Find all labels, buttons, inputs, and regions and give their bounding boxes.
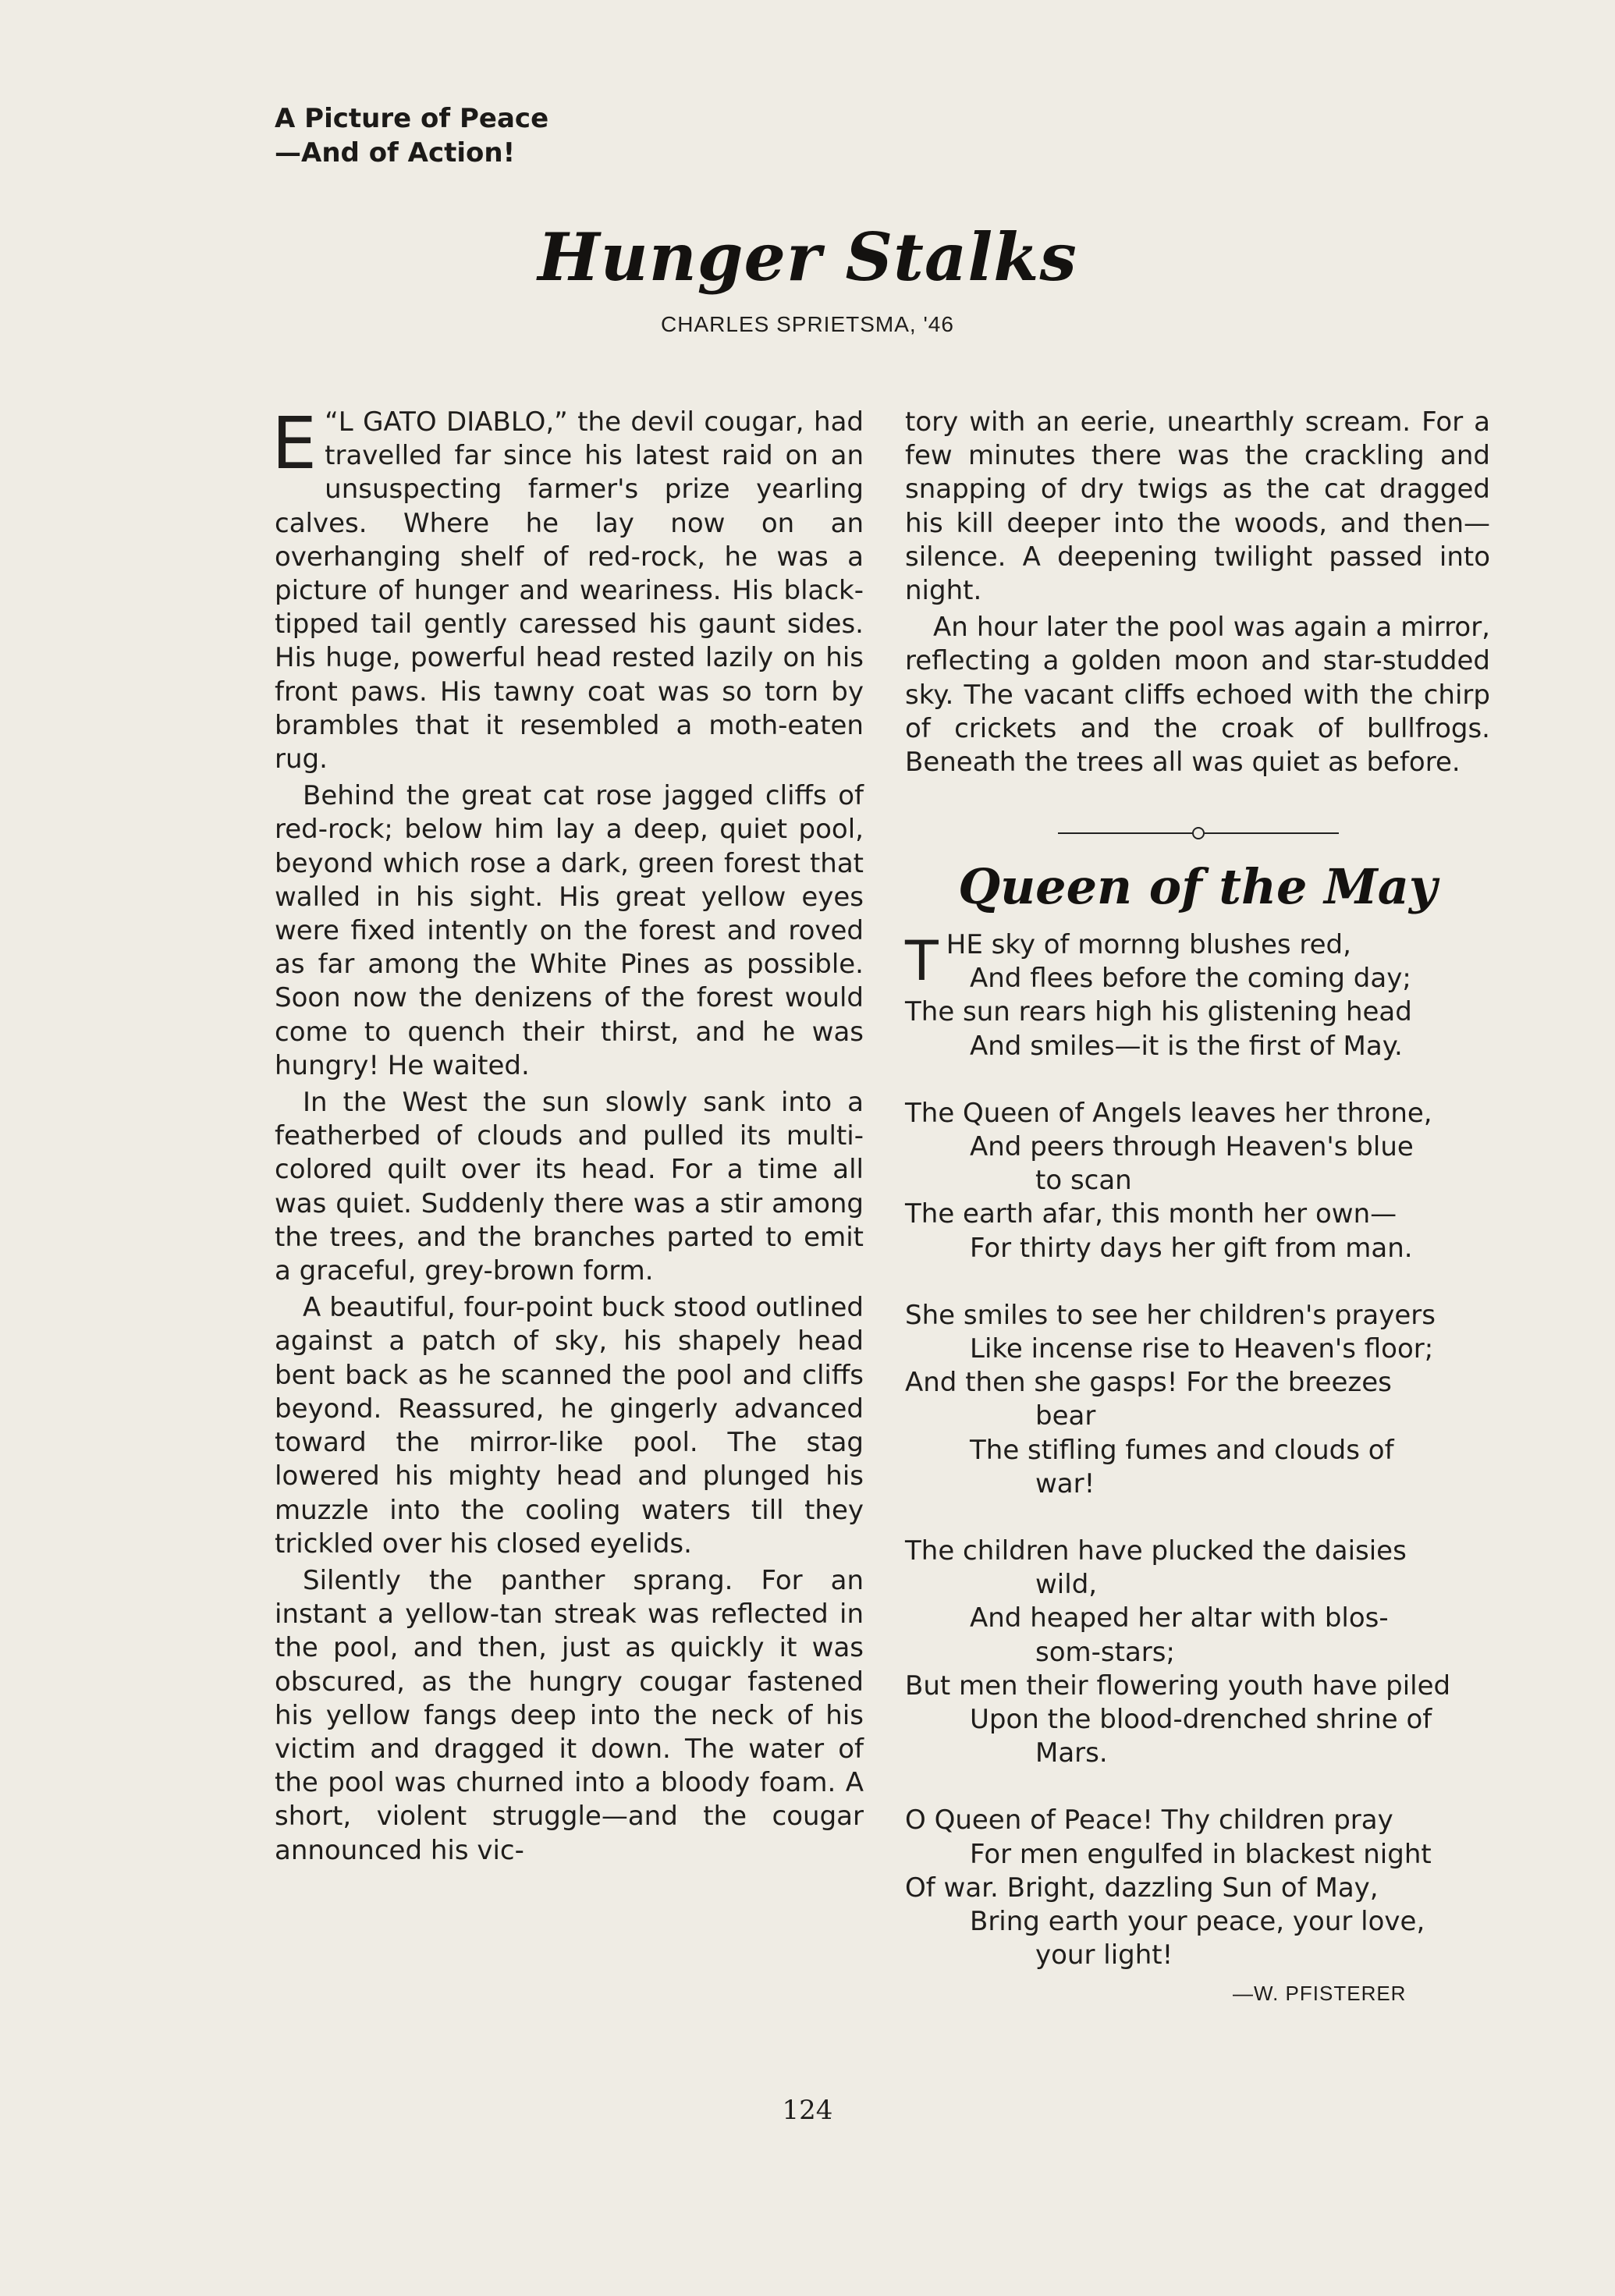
poem-line: Upon the blood-drenched shrine of <box>970 1704 1432 1736</box>
article-paragraph-5: Silently the panther sprang. For an instant a yellow-tan streak was reflected in the pool, and then, just as quickly it was obscured, as the hungry cougar fastened his yellow fangs deep into the neck of his victim and dragged it down. The water of the pool was churned into a bloody foam. A short, violent struggle—and the cougar announced his vic- <box>275 1564 864 1866</box>
poem-body <box>905 928 1494 2006</box>
article-byline: CHARLES SPRIETSMA, '46 <box>661 312 954 336</box>
poem-line: The stifling fumes and clouds of <box>970 1434 1394 1466</box>
open-quote: “ <box>325 406 339 438</box>
poem-line: And heaped her altar with blos- <box>970 1602 1389 1634</box>
poem-line: Bring earth your peace, your love, <box>970 1906 1425 1938</box>
poem-line: som-stars; <box>1035 1636 1175 1668</box>
drop-cap: E <box>272 402 318 485</box>
poem-title: Queen of the May <box>958 858 1437 915</box>
poem-stanza-4 <box>905 1535 1494 1770</box>
poem-line: And peers through Heaven's blue <box>970 1131 1414 1163</box>
article-column-right <box>905 406 1490 782</box>
poem-drop-cap: T <box>905 929 939 993</box>
poem-line: The children have plucked the daisies <box>905 1535 1407 1567</box>
poem-stanza-2 <box>905 1097 1494 1265</box>
poem-line-text: HE sky of mornng blushes red, <box>946 929 1351 960</box>
poem-stanza-5 <box>905 1804 1494 1972</box>
poem-line: war! <box>1035 1467 1095 1499</box>
article-paragraph-7: An hour later the pool was again a mirror, reflecting a golden moon and star-studded sky. The vacant cliffs echoed with the chirp of crickets and the croak of bullfrogs. Beneath the trees all was quiet as before. <box>905 612 1490 779</box>
first-paragraph-text: L GATO DIABLO,” the devil cougar, had travelled far since his latest raid on an unsuspecting farmer's prize yearling calves. Where he lay now on an overhanging shelf of red-rock, he was a picture of hunger and weariness. His black-tipped tail gently caressed his gaunt sides. His huge, powerful head rested lazily on his front paws. His tawny coat was so torn by brambles that it resembled a moth-eaten rug. <box>275 406 864 775</box>
article-paragraph-6: tory with an eerie, unearthly scream. For a few minutes there was the crackling and snapping of dry twigs as the cat dragged his kill deeper into the woods, and then—silence. A deepening twilight passed into night. <box>905 406 1490 607</box>
article-paragraph-2: Behind the great cat rose jagged cliffs of red-rock; below him lay a deep, quiet pool, beyond which rose a dark, green forest that walled in his sight. His great yellow eyes were fixed intently on the forest and roved as far among the White Pines as possible. Soon now the denizens of the forest would come to quench their thirst, and he was hungry! He waited. <box>275 780 864 1081</box>
poem-stanza-3 <box>905 1299 1494 1501</box>
article-paragraph-3: In the West the sun slowly sank into a featherbed of clouds and pulled its multi-colored quilt over its head. For a time all was quiet. Suddenly there was a stir among the trees, and the branches parted to emit a graceful, grey-brown form. <box>275 1087 864 1287</box>
poem-line: And flees before the coming day; <box>970 963 1411 995</box>
poem-line: And then she gasps! For the breezes <box>905 1367 1392 1399</box>
poem-line: She smiles to see her children's prayers <box>905 1299 1436 1331</box>
poem-line: For men engulfed in blackest night <box>970 1838 1432 1870</box>
article-title: Hunger Stalks <box>538 218 1077 296</box>
poem-line: bear <box>1035 1400 1096 1432</box>
poem-line: Mars. <box>1035 1737 1108 1769</box>
poem-line: But men their flowering youth have piled <box>905 1670 1451 1702</box>
poem-line: Of war. Bright, dazzling Sun of May, <box>905 1872 1379 1904</box>
article-paragraph-4: A beautiful, four-point buck stood outlined against a patch of sky, his shapely head bent back as he scanned the pool and cliffs beyond. Reassured, he gingerly advanced toward the mirror-like pool. The stag lowered his mighty head and plunged his muzzle into the cooling waters till they trickled over his closed eyelids. <box>275 1292 864 1560</box>
kicker <box>275 101 548 170</box>
article-column-left <box>272 402 864 1871</box>
poem-line: Like incense rise to Heaven's floor; <box>970 1333 1434 1365</box>
kicker-line-1: A Picture of Peace <box>275 103 549 134</box>
poem-line: O Queen of Peace! Thy children pray <box>905 1805 1393 1836</box>
poem-line: to scan <box>1035 1165 1132 1197</box>
poem-stanza-1 <box>905 928 1494 1063</box>
poem-line: your light! <box>1035 1939 1173 1971</box>
kicker-line-2: —And of Action! <box>275 137 516 169</box>
poem-line: For thirty days her gift from man. <box>970 1232 1413 1264</box>
poem-line: The earth afar, this month her own— <box>905 1198 1397 1230</box>
poem-line: And smiles—it is the first of May. <box>970 1030 1403 1062</box>
poem-line: The sun rears high his glistening head <box>905 996 1412 1028</box>
page-number: 124 <box>782 2095 833 2126</box>
poem-line: wild, <box>1035 1569 1098 1601</box>
section-divider <box>1058 825 1339 841</box>
poem-line: The Queen of Angels leaves her throne, <box>905 1097 1432 1129</box>
poem-attribution: —W. PFISTERER <box>1233 1982 1407 2005</box>
article-paragraph-1 <box>272 402 864 776</box>
